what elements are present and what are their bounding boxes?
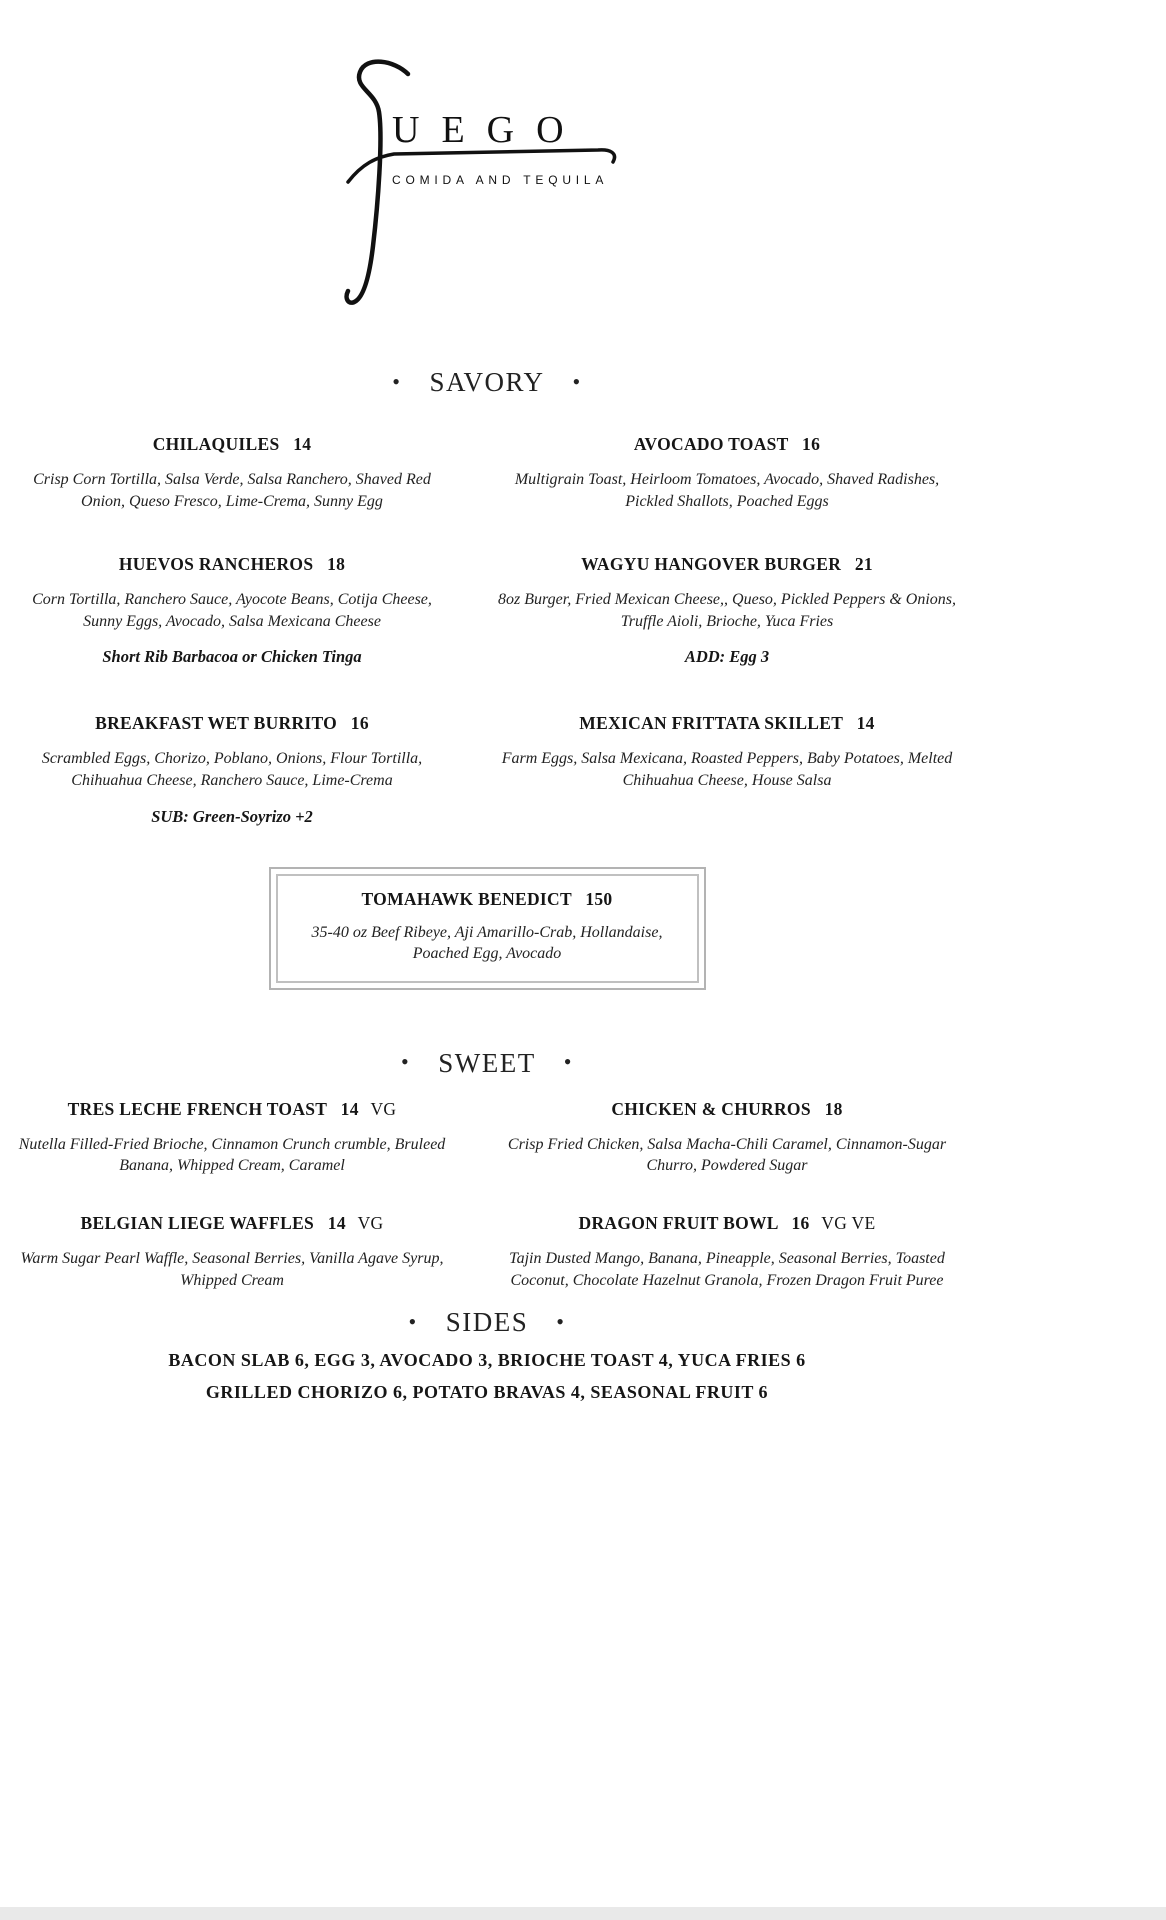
item-price: 16 (802, 434, 821, 454)
item-name: TRES LECHE FRENCH TOAST (67, 1098, 327, 1119)
bullet-decoration: • (392, 368, 402, 394)
item-title (12, 1099, 452, 1120)
item-name: HUEVOS RANCHEROS (118, 554, 314, 575)
item-name: TOMAHAWK BENEDICT (361, 888, 572, 909)
logo-wordmark: UEGO (392, 109, 586, 151)
bullet-decoration: • (401, 1049, 411, 1075)
item-price: 14 (340, 1098, 359, 1119)
savory-row-1 (12, 434, 962, 512)
item-title (294, 889, 681, 910)
item-description: 35-40 oz Beef Ribeye, Aji Amarillo-Crab, Hollandaise, Poached Egg, Avocado (311, 923, 663, 963)
item-title (12, 713, 452, 734)
bullet-decoration: • (572, 368, 582, 394)
item-title (492, 434, 962, 455)
item-title (12, 554, 452, 575)
diet-tags: VG (357, 1212, 384, 1233)
savory-row-2 (12, 554, 962, 667)
menu-item-dragon-fruit-bowl (492, 1213, 962, 1291)
savory-row-3 (12, 713, 962, 826)
menu-item-wagyu-burger (492, 554, 962, 667)
item-name: AVOCADO TOAST (633, 434, 789, 454)
item-description: Tajin Dusted Mango, Banana, Pineapple, Seasonal Berries, Toasted Coconut, Chocolate Hazelnut Granola, Frozen Dragon Fruit Puree (509, 1249, 945, 1289)
fuego-logo-graphic (342, 56, 632, 306)
bullet-decoration: • (556, 1308, 566, 1334)
item-note: Short Rib Barbacoa or Chicken Tinga (102, 647, 362, 667)
item-description: Corn Tortilla, Ranchero Sauce, Ayocote Beans, Cotija Cheese, Sunny Eggs, Avocado, Salsa Mexicana Cheese (32, 591, 432, 630)
sweet-row-1 (12, 1099, 962, 1177)
item-price: 14 (293, 434, 312, 454)
menu-item-avocado-toast (492, 434, 962, 512)
item-price: 14 (327, 1212, 346, 1233)
item-price: 21 (854, 554, 873, 575)
item-price: 150 (585, 888, 613, 909)
item-name: WAGYU HANGOVER BURGER (581, 554, 842, 575)
section-title-savory: SAVORY (429, 367, 545, 397)
item-price: 18 (327, 554, 346, 575)
featured-item-box (269, 867, 706, 990)
diet-tags: VG VE (821, 1212, 876, 1233)
menu-item-tres-leche (12, 1099, 452, 1177)
item-description: Crisp Corn Tortilla, Salsa Verde, Salsa Ranchero, Shaved Red Onion, Queso Fresco, Lime-Crema, Sunny Egg (33, 471, 431, 510)
logo-tagline: COMIDA AND TEQUILA (392, 173, 609, 187)
section-header-sides (12, 1307, 962, 1338)
item-description: Nutella Filled-Fried Brioche, Cinnamon Crunch crumble, Bruleed Banana, Whipped Cream, Caramel (18, 1135, 446, 1175)
item-price: 16 (350, 713, 369, 734)
sides-line: GRILLED CHORIZO 6, POTATO BRAVAS 4, SEASONAL FRUIT 6 (205, 1382, 769, 1403)
item-title (492, 713, 962, 734)
section-title-sweet: SWEET (438, 1047, 536, 1078)
menu-item-liege-waffles (12, 1213, 452, 1291)
menu-item-tomahawk-benedict (276, 874, 699, 983)
item-price: 14 (856, 713, 875, 734)
item-name: CHILAQUILES (152, 434, 280, 454)
fuego-logo (342, 56, 632, 311)
item-description: Crisp Fried Chicken, Salsa Macha-Chili Caramel, Cinnamon-Sugar Churro, Powdered Sugar (507, 1135, 947, 1175)
diet-tags: VG (370, 1098, 397, 1119)
item-description: Multigrain Toast, Heirloom Tomatoes, Avocado, Shaved Radishes, Pickled Shallots, Poached Eggs (514, 471, 940, 510)
item-name: BREAKFAST WET BURRITO (95, 713, 338, 734)
sides-line: BACON SLAB 6, EGG 3, AVOCADO 3, BRIOCHE TOAST 4, YUCA FRIES 6 (168, 1350, 806, 1371)
item-name: BELGIAN LIEGE WAFFLES (80, 1212, 315, 1233)
item-note: ADD: Egg 3 (684, 647, 770, 667)
menu-item-chicken-churros (492, 1099, 962, 1177)
item-name: MEXICAN FRITTATA SKILLET (579, 713, 843, 734)
section-header-savory (12, 367, 962, 398)
item-title (492, 1099, 962, 1120)
item-description: 8oz Burger, Fried Mexican Cheese,, Queso, Pickled Peppers & Onions, Truffle Aioli, Brioche, Yuca Fries (498, 591, 956, 630)
bullet-decoration: • (408, 1308, 418, 1334)
item-note: SUB: Green-Soyrizo +2 (151, 806, 313, 826)
item-title (492, 1213, 962, 1234)
menu-content (12, 0, 962, 1403)
item-price: 18 (824, 1098, 843, 1119)
item-name: CHICKEN & CHURROS (611, 1098, 811, 1119)
item-description: Warm Sugar Pearl Waffle, Seasonal Berries, Vanilla Agave Syrup, Whipped Cream (20, 1249, 444, 1289)
menu-item-huevos-rancheros (12, 554, 452, 667)
item-title (12, 1213, 452, 1234)
item-title (12, 434, 452, 455)
item-name: DRAGON FRUIT BOWL (578, 1212, 778, 1233)
section-header-sweet (12, 1048, 962, 1079)
item-price: 16 (791, 1212, 810, 1233)
item-description: Scrambled Eggs, Chorizo, Poblano, Onions, Flour Tortilla, Chihuahua Cheese, Ranchero Sauce, Lime-Crema (41, 750, 423, 789)
item-title (492, 554, 962, 575)
menu-item-mexican-frittata (492, 713, 962, 826)
section-title-sides: SIDES (445, 1307, 529, 1338)
sweet-row-2 (12, 1213, 962, 1291)
menu-item-chilaquiles (12, 434, 452, 512)
bullet-decoration: • (563, 1049, 573, 1075)
page-bottom-edge (0, 1907, 1166, 1920)
item-description: Farm Eggs, Salsa Mexicana, Roasted Peppers, Baby Potatoes, Melted Chihuahua Cheese, House Salsa (501, 750, 953, 789)
menu-item-breakfast-burrito (12, 713, 452, 826)
